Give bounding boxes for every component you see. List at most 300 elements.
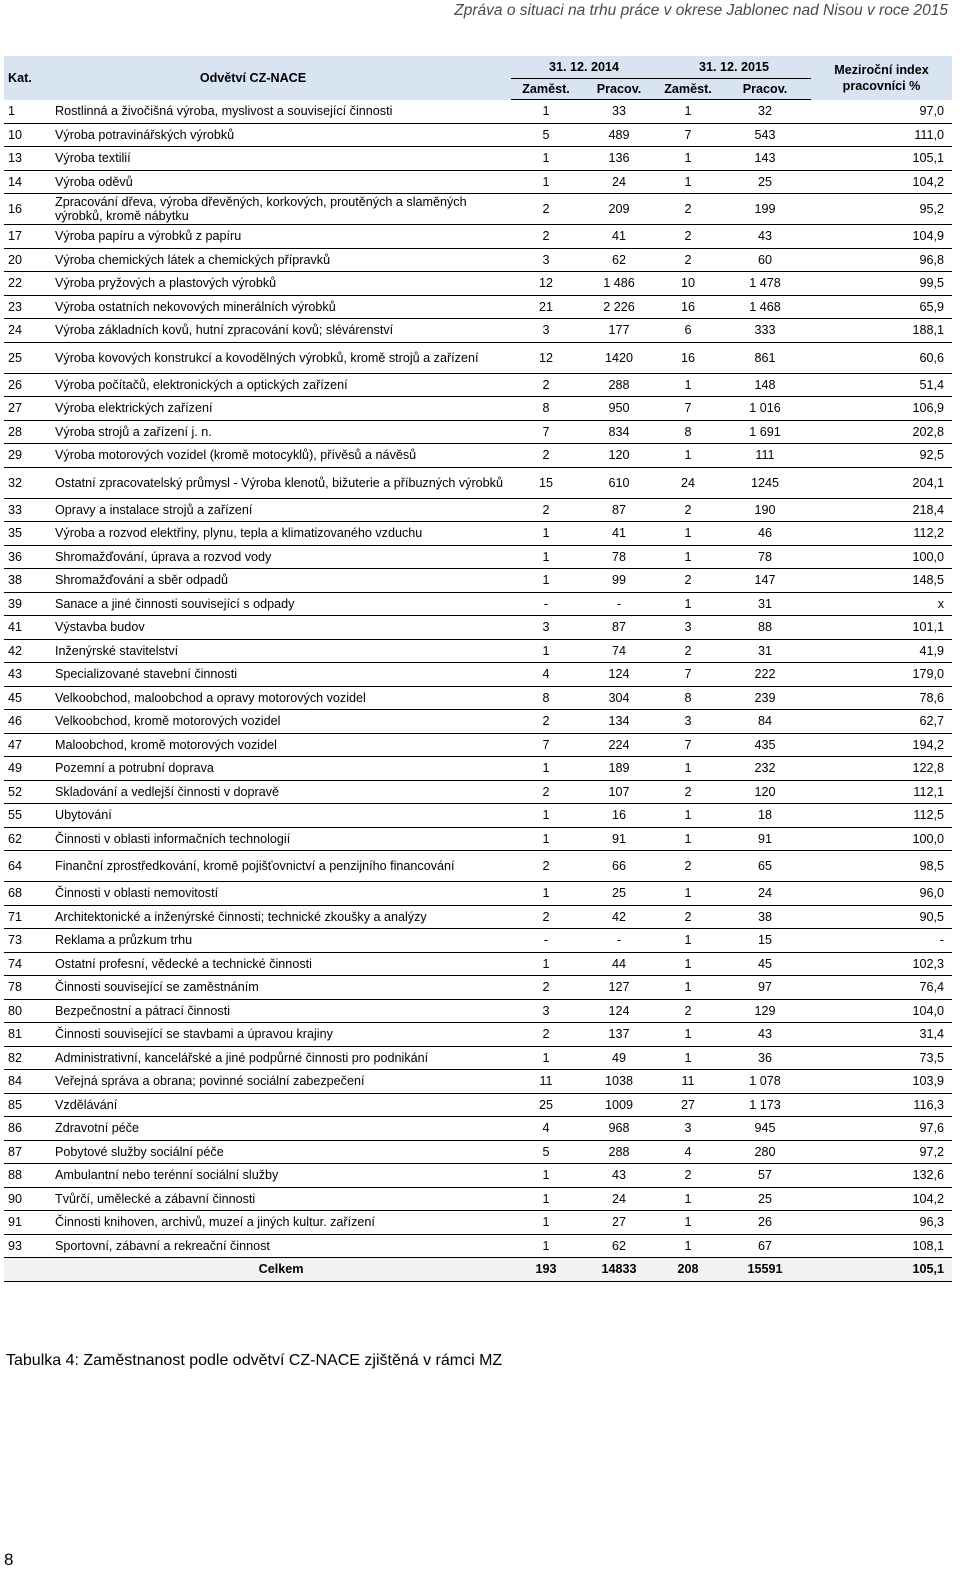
table-row <box>4 498 952 522</box>
row-zamest-2015: 7 <box>657 733 719 757</box>
table-row <box>4 248 952 272</box>
row-name: Ostatní zpracovatelský průmysl - Výroba klenotů, bižuterie a příbuzných výrobků <box>51 467 511 498</box>
table-row <box>4 733 952 757</box>
row-zamest-2015: 1 <box>657 929 719 953</box>
table-row <box>4 420 952 444</box>
row-kat: 47 <box>4 733 51 757</box>
row-zamest-2014: 12 <box>511 342 581 373</box>
table-row <box>4 929 952 953</box>
row-index: 96,8 <box>811 248 952 272</box>
table-row <box>4 1140 952 1164</box>
row-name: Tvůrčí, umělecké a zábavní činnosti <box>51 1187 511 1211</box>
row-pracov-2015: 543 <box>719 123 811 147</box>
row-pracov-2015: 333 <box>719 319 811 343</box>
row-zamest-2014: 5 <box>511 1140 581 1164</box>
row-zamest-2014: 1 <box>511 170 581 194</box>
row-index: 103,9 <box>811 1070 952 1094</box>
row-kat: 20 <box>4 248 51 272</box>
row-zamest-2015: 1 <box>657 952 719 976</box>
row-zamest-2015: 6 <box>657 319 719 343</box>
row-pracov-2015: 32 <box>719 100 811 124</box>
row-index: 132,6 <box>811 1164 952 1188</box>
table-row <box>4 804 952 828</box>
row-index: 104,9 <box>811 225 952 249</box>
row-zamest-2015: 11 <box>657 1070 719 1094</box>
row-pracov-2014: 41 <box>581 522 657 546</box>
row-pracov-2014: 41 <box>581 225 657 249</box>
row-index: 112,1 <box>811 780 952 804</box>
row-zamest-2015: 1 <box>657 882 719 906</box>
row-zamest-2014: 3 <box>511 616 581 640</box>
table-row <box>4 100 952 124</box>
row-zamest-2014: 1 <box>511 827 581 851</box>
row-pracov-2014: 78 <box>581 545 657 569</box>
row-index: 116,3 <box>811 1093 952 1117</box>
row-zamest-2015: 1 <box>657 976 719 1000</box>
row-zamest-2014: 8 <box>511 397 581 421</box>
header-2014: 31. 12. 2014 <box>511 56 657 79</box>
row-pracov-2015: 57 <box>719 1164 811 1188</box>
row-index: 41,9 <box>811 639 952 663</box>
row-zamest-2015: 3 <box>657 616 719 640</box>
row-index: 97,0 <box>811 100 952 124</box>
row-pracov-2015: 1 478 <box>719 272 811 296</box>
table-row <box>4 1117 952 1141</box>
table-row <box>4 147 952 171</box>
table-row <box>4 686 952 710</box>
row-zamest-2015: 24 <box>657 467 719 498</box>
row-index: 92,5 <box>811 444 952 468</box>
row-kat: 84 <box>4 1070 51 1094</box>
table-row <box>4 467 952 498</box>
row-zamest-2015: 1 <box>657 100 719 124</box>
row-index: 96,3 <box>811 1211 952 1235</box>
table-caption: Tabulka 4: Zaměstnanost podle odvětví CZ-NACE zjištěná v rámci MZ <box>6 1352 503 1369</box>
row-pracov-2015: 31 <box>719 592 811 616</box>
row-zamest-2014: 2 <box>511 444 581 468</box>
row-zamest-2015: 27 <box>657 1093 719 1117</box>
row-pracov-2015: 18 <box>719 804 811 828</box>
page-number: 8 <box>4 1550 14 1569</box>
row-index: 105,1 <box>811 147 952 171</box>
row-pracov-2015: 1 468 <box>719 295 811 319</box>
table-row <box>4 851 952 882</box>
row-pracov-2015: 36 <box>719 1046 811 1070</box>
row-index: 95,2 <box>811 194 952 225</box>
header-zamest-2015: Zaměst. <box>657 79 719 100</box>
row-kat: 86 <box>4 1117 51 1141</box>
row-pracov-2014: 950 <box>581 397 657 421</box>
row-name: Ambulantní nebo terénní sociální služby <box>51 1164 511 1188</box>
row-zamest-2014: 4 <box>511 663 581 687</box>
row-index: 218,4 <box>811 498 952 522</box>
table-row <box>4 1211 952 1235</box>
row-pracov-2015: 280 <box>719 1140 811 1164</box>
row-pracov-2014: 489 <box>581 123 657 147</box>
row-pracov-2015: 60 <box>719 248 811 272</box>
total-index: 105,1 <box>811 1258 952 1282</box>
row-name: Architektonické a inženýrské činnosti; technické zkoušky a analýzy <box>51 905 511 929</box>
row-zamest-2015: 2 <box>657 905 719 929</box>
row-name: Zpracování dřeva, výroba dřevěných, korkových, proutěných a slaměných výrobků, kromě nábytku <box>51 194 511 225</box>
row-pracov-2015: 45 <box>719 952 811 976</box>
row-pracov-2014: 120 <box>581 444 657 468</box>
row-pracov-2014: 24 <box>581 1187 657 1211</box>
row-zamest-2015: 2 <box>657 1164 719 1188</box>
row-zamest-2014: 2 <box>511 498 581 522</box>
row-zamest-2014: 1 <box>511 1234 581 1258</box>
total-zamest-2015: 208 <box>657 1258 719 1282</box>
table-row <box>4 170 952 194</box>
row-zamest-2015: 2 <box>657 194 719 225</box>
employment-table <box>4 56 952 1282</box>
row-kat: 64 <box>4 851 51 882</box>
row-pracov-2015: 91 <box>719 827 811 851</box>
row-pracov-2014: 24 <box>581 170 657 194</box>
table-row <box>4 1023 952 1047</box>
row-index: 102,3 <box>811 952 952 976</box>
row-pracov-2015: 31 <box>719 639 811 663</box>
row-zamest-2015: 2 <box>657 999 719 1023</box>
table-header-row-1 <box>4 56 952 79</box>
row-name: Výroba a rozvod elektřiny, plynu, tepla a klimatizovaného vzduchu <box>51 522 511 546</box>
row-kat: 32 <box>4 467 51 498</box>
row-pracov-2014: 16 <box>581 804 657 828</box>
row-zamest-2014: 2 <box>511 373 581 397</box>
row-zamest-2014: 1 <box>511 804 581 828</box>
row-name: Výroba kovových konstrukcí a kovodělných výrobků, kromě strojů a zařízení <box>51 342 511 373</box>
row-pracov-2014: 25 <box>581 882 657 906</box>
table-row <box>4 976 952 1000</box>
row-index: 112,2 <box>811 522 952 546</box>
row-zamest-2014: 1 <box>511 147 581 171</box>
row-index: 73,5 <box>811 1046 952 1070</box>
row-zamest-2014: - <box>511 592 581 616</box>
row-kat: 35 <box>4 522 51 546</box>
row-pracov-2014: 107 <box>581 780 657 804</box>
row-name: Vzdělávání <box>51 1093 511 1117</box>
row-kat: 41 <box>4 616 51 640</box>
row-pracov-2015: 147 <box>719 569 811 593</box>
row-pracov-2015: 25 <box>719 170 811 194</box>
table-row <box>4 1234 952 1258</box>
row-name: Sportovní, zábavní a rekreační činnost <box>51 1234 511 1258</box>
row-pracov-2015: 65 <box>719 851 811 882</box>
row-pracov-2015: 25 <box>719 1187 811 1211</box>
table-row <box>4 757 952 781</box>
row-zamest-2014: 8 <box>511 686 581 710</box>
table-row <box>4 1046 952 1070</box>
row-pracov-2015: 1 016 <box>719 397 811 421</box>
row-zamest-2015: 1 <box>657 804 719 828</box>
row-name: Skladování a vedlejší činnosti v dopravě <box>51 780 511 804</box>
row-zamest-2015: 1 <box>657 444 719 468</box>
row-index: 100,0 <box>811 827 952 851</box>
row-index: 104,2 <box>811 1187 952 1211</box>
row-pracov-2015: 120 <box>719 780 811 804</box>
row-index: 62,7 <box>811 710 952 734</box>
row-name: Velkoobchod, kromě motorových vozidel <box>51 710 511 734</box>
row-name: Zdravotní péče <box>51 1117 511 1141</box>
table-row <box>4 827 952 851</box>
row-pracov-2014: - <box>581 592 657 616</box>
row-index: 65,9 <box>811 295 952 319</box>
row-zamest-2014: 21 <box>511 295 581 319</box>
row-zamest-2014: 1 <box>511 569 581 593</box>
row-name: Reklama a průzkum trhu <box>51 929 511 953</box>
table-row <box>4 999 952 1023</box>
row-name: Činnosti v oblasti informačních technologií <box>51 827 511 851</box>
row-index: 111,0 <box>811 123 952 147</box>
row-pracov-2014: 33 <box>581 100 657 124</box>
row-kat: 38 <box>4 569 51 593</box>
row-pracov-2014: 1038 <box>581 1070 657 1094</box>
row-pracov-2014: 834 <box>581 420 657 444</box>
row-kat: 55 <box>4 804 51 828</box>
table-row <box>4 342 952 373</box>
row-pracov-2014: 42 <box>581 905 657 929</box>
row-name: Výroba strojů a zařízení j. n. <box>51 420 511 444</box>
row-kat: 13 <box>4 147 51 171</box>
table-row <box>4 123 952 147</box>
row-zamest-2015: 4 <box>657 1140 719 1164</box>
row-zamest-2015: 1 <box>657 1187 719 1211</box>
row-pracov-2015: 24 <box>719 882 811 906</box>
row-kat: 45 <box>4 686 51 710</box>
row-name: Veřejná správa a obrana; povinné sociální zabezpečení <box>51 1070 511 1094</box>
row-index: 97,2 <box>811 1140 952 1164</box>
row-name: Maloobchod, kromě motorových vozidel <box>51 733 511 757</box>
row-pracov-2014: 1420 <box>581 342 657 373</box>
row-kat: 14 <box>4 170 51 194</box>
row-index: 78,6 <box>811 686 952 710</box>
row-kat: 16 <box>4 194 51 225</box>
row-name: Administrativní, kancelářské a jiné podpůrné činnosti pro podnikání <box>51 1046 511 1070</box>
row-name: Výroba motorových vozidel (kromě motocyklů), přívěsů a návěsů <box>51 444 511 468</box>
header-index <box>811 56 952 100</box>
row-zamest-2015: 2 <box>657 248 719 272</box>
row-index: 202,8 <box>811 420 952 444</box>
row-pracov-2014: 62 <box>581 1234 657 1258</box>
row-index: 76,4 <box>811 976 952 1000</box>
row-zamest-2015: 3 <box>657 710 719 734</box>
table-row <box>4 616 952 640</box>
row-pracov-2014: 99 <box>581 569 657 593</box>
row-kat: 29 <box>4 444 51 468</box>
row-pracov-2014: 136 <box>581 147 657 171</box>
row-pracov-2015: 129 <box>719 999 811 1023</box>
row-kat: 78 <box>4 976 51 1000</box>
table-row <box>4 710 952 734</box>
row-index: 60,6 <box>811 342 952 373</box>
row-index: x <box>811 592 952 616</box>
row-kat: 23 <box>4 295 51 319</box>
row-kat: 10 <box>4 123 51 147</box>
row-name: Opravy a instalace strojů a zařízení <box>51 498 511 522</box>
row-index: 99,5 <box>811 272 952 296</box>
row-kat: 43 <box>4 663 51 687</box>
row-pracov-2014: 91 <box>581 827 657 851</box>
row-kat: 90 <box>4 1187 51 1211</box>
row-name: Bezpečnostní a pátrací činnosti <box>51 999 511 1023</box>
row-pracov-2014: 127 <box>581 976 657 1000</box>
row-zamest-2015: 8 <box>657 420 719 444</box>
row-index: 104,0 <box>811 999 952 1023</box>
row-zamest-2014: 2 <box>511 225 581 249</box>
row-kat: 62 <box>4 827 51 851</box>
row-zamest-2014: 2 <box>511 851 581 882</box>
row-kat: 91 <box>4 1211 51 1235</box>
row-zamest-2014: 2 <box>511 976 581 1000</box>
row-index: 104,2 <box>811 170 952 194</box>
table-row <box>4 272 952 296</box>
row-index: 106,9 <box>811 397 952 421</box>
row-pracov-2015: 26 <box>719 1211 811 1235</box>
row-pracov-2014: 137 <box>581 1023 657 1047</box>
total-zamest-2014: 193 <box>511 1258 581 1282</box>
row-zamest-2015: 2 <box>657 569 719 593</box>
row-kat: 24 <box>4 319 51 343</box>
row-pracov-2014: 288 <box>581 1140 657 1164</box>
row-pracov-2015: 97 <box>719 976 811 1000</box>
row-pracov-2014: 62 <box>581 248 657 272</box>
row-name: Výroba ostatních nekovových minerálních výrobků <box>51 295 511 319</box>
row-kat: 81 <box>4 1023 51 1047</box>
row-pracov-2015: 148 <box>719 373 811 397</box>
row-index: 97,6 <box>811 1117 952 1141</box>
table-row <box>4 545 952 569</box>
row-index: 112,5 <box>811 804 952 828</box>
row-index: 204,1 <box>811 467 952 498</box>
row-zamest-2014: 1 <box>511 882 581 906</box>
row-pracov-2015: 43 <box>719 1023 811 1047</box>
row-zamest-2014: 1 <box>511 952 581 976</box>
row-pracov-2015: 1 173 <box>719 1093 811 1117</box>
row-name: Výroba pryžových a plastových výrobků <box>51 272 511 296</box>
row-zamest-2015: 1 <box>657 592 719 616</box>
row-name: Činnosti v oblasti nemovitostí <box>51 882 511 906</box>
row-index: 51,4 <box>811 373 952 397</box>
row-kat: 28 <box>4 420 51 444</box>
row-pracov-2015: 43 <box>719 225 811 249</box>
row-zamest-2014: 3 <box>511 248 581 272</box>
row-name: Pobytové služby sociální péče <box>51 1140 511 1164</box>
row-zamest-2015: 1 <box>657 757 719 781</box>
table-row <box>4 225 952 249</box>
row-zamest-2015: 1 <box>657 545 719 569</box>
row-pracov-2015: 1 691 <box>719 420 811 444</box>
table-row <box>4 780 952 804</box>
row-index: 31,4 <box>811 1023 952 1047</box>
row-zamest-2014: 11 <box>511 1070 581 1094</box>
row-zamest-2015: 1 <box>657 147 719 171</box>
table-row <box>4 882 952 906</box>
row-zamest-2014: 7 <box>511 420 581 444</box>
row-index: 188,1 <box>811 319 952 343</box>
header-pracov-2014: Pracov. <box>581 79 657 100</box>
row-pracov-2014: 224 <box>581 733 657 757</box>
row-pracov-2015: 861 <box>719 342 811 373</box>
row-zamest-2014: 12 <box>511 272 581 296</box>
row-zamest-2014: 1 <box>511 1164 581 1188</box>
row-zamest-2014: 1 <box>511 522 581 546</box>
row-name: Výroba potravinářských výrobků <box>51 123 511 147</box>
row-pracov-2014: 968 <box>581 1117 657 1141</box>
row-index: 148,5 <box>811 569 952 593</box>
row-pracov-2015: 190 <box>719 498 811 522</box>
row-kat: 27 <box>4 397 51 421</box>
row-zamest-2014: 1 <box>511 1211 581 1235</box>
row-pracov-2015: 435 <box>719 733 811 757</box>
row-zamest-2015: 2 <box>657 851 719 882</box>
row-zamest-2014: 1 <box>511 1187 581 1211</box>
total-pracov-2015: 15591 <box>719 1258 811 1282</box>
row-kat: 42 <box>4 639 51 663</box>
row-index: - <box>811 929 952 953</box>
table-row <box>4 194 952 225</box>
row-zamest-2014: 25 <box>511 1093 581 1117</box>
row-kat: 88 <box>4 1164 51 1188</box>
total-label: Celkem <box>51 1258 511 1282</box>
header-index-line2: pracovníci % <box>842 78 921 93</box>
row-zamest-2014: 2 <box>511 1023 581 1047</box>
header-zamest-2014: Zaměst. <box>511 79 581 100</box>
row-pracov-2014: 1 486 <box>581 272 657 296</box>
table-row <box>4 1070 952 1094</box>
row-pracov-2014: 44 <box>581 952 657 976</box>
row-pracov-2014: 610 <box>581 467 657 498</box>
row-pracov-2015: 222 <box>719 663 811 687</box>
row-kat: 22 <box>4 272 51 296</box>
row-pracov-2014: 87 <box>581 498 657 522</box>
row-kat: 1 <box>4 100 51 124</box>
row-zamest-2014: 1 <box>511 100 581 124</box>
row-pracov-2015: 239 <box>719 686 811 710</box>
table-row <box>4 663 952 687</box>
row-kat: 17 <box>4 225 51 249</box>
row-zamest-2015: 2 <box>657 639 719 663</box>
row-kat: 82 <box>4 1046 51 1070</box>
row-name: Specializované stavební činnosti <box>51 663 511 687</box>
row-pracov-2015: 143 <box>719 147 811 171</box>
row-zamest-2015: 1 <box>657 827 719 851</box>
row-zamest-2014: 4 <box>511 1117 581 1141</box>
row-zamest-2015: 2 <box>657 498 719 522</box>
row-pracov-2014: 2 226 <box>581 295 657 319</box>
table-row <box>4 319 952 343</box>
row-pracov-2014: 177 <box>581 319 657 343</box>
row-name: Činnosti související se zaměstnáním <box>51 976 511 1000</box>
row-pracov-2014: 124 <box>581 999 657 1023</box>
row-name: Činnosti knihoven, archivů, muzeí a jiných kultur. zařízení <box>51 1211 511 1235</box>
header-pracov-2015: Pracov. <box>719 79 811 100</box>
row-zamest-2014: 2 <box>511 780 581 804</box>
row-kat: 87 <box>4 1140 51 1164</box>
row-pracov-2015: 199 <box>719 194 811 225</box>
row-zamest-2014: 3 <box>511 319 581 343</box>
table-row <box>4 373 952 397</box>
row-pracov-2015: 15 <box>719 929 811 953</box>
row-zamest-2015: 10 <box>657 272 719 296</box>
row-pracov-2014: 74 <box>581 639 657 663</box>
row-kat: 46 <box>4 710 51 734</box>
table-row <box>4 639 952 663</box>
table-row <box>4 1093 952 1117</box>
row-kat: 74 <box>4 952 51 976</box>
row-pracov-2014: 49 <box>581 1046 657 1070</box>
row-name: Výroba papíru a výrobků z papíru <box>51 225 511 249</box>
row-name: Inženýrské stavitelství <box>51 639 511 663</box>
